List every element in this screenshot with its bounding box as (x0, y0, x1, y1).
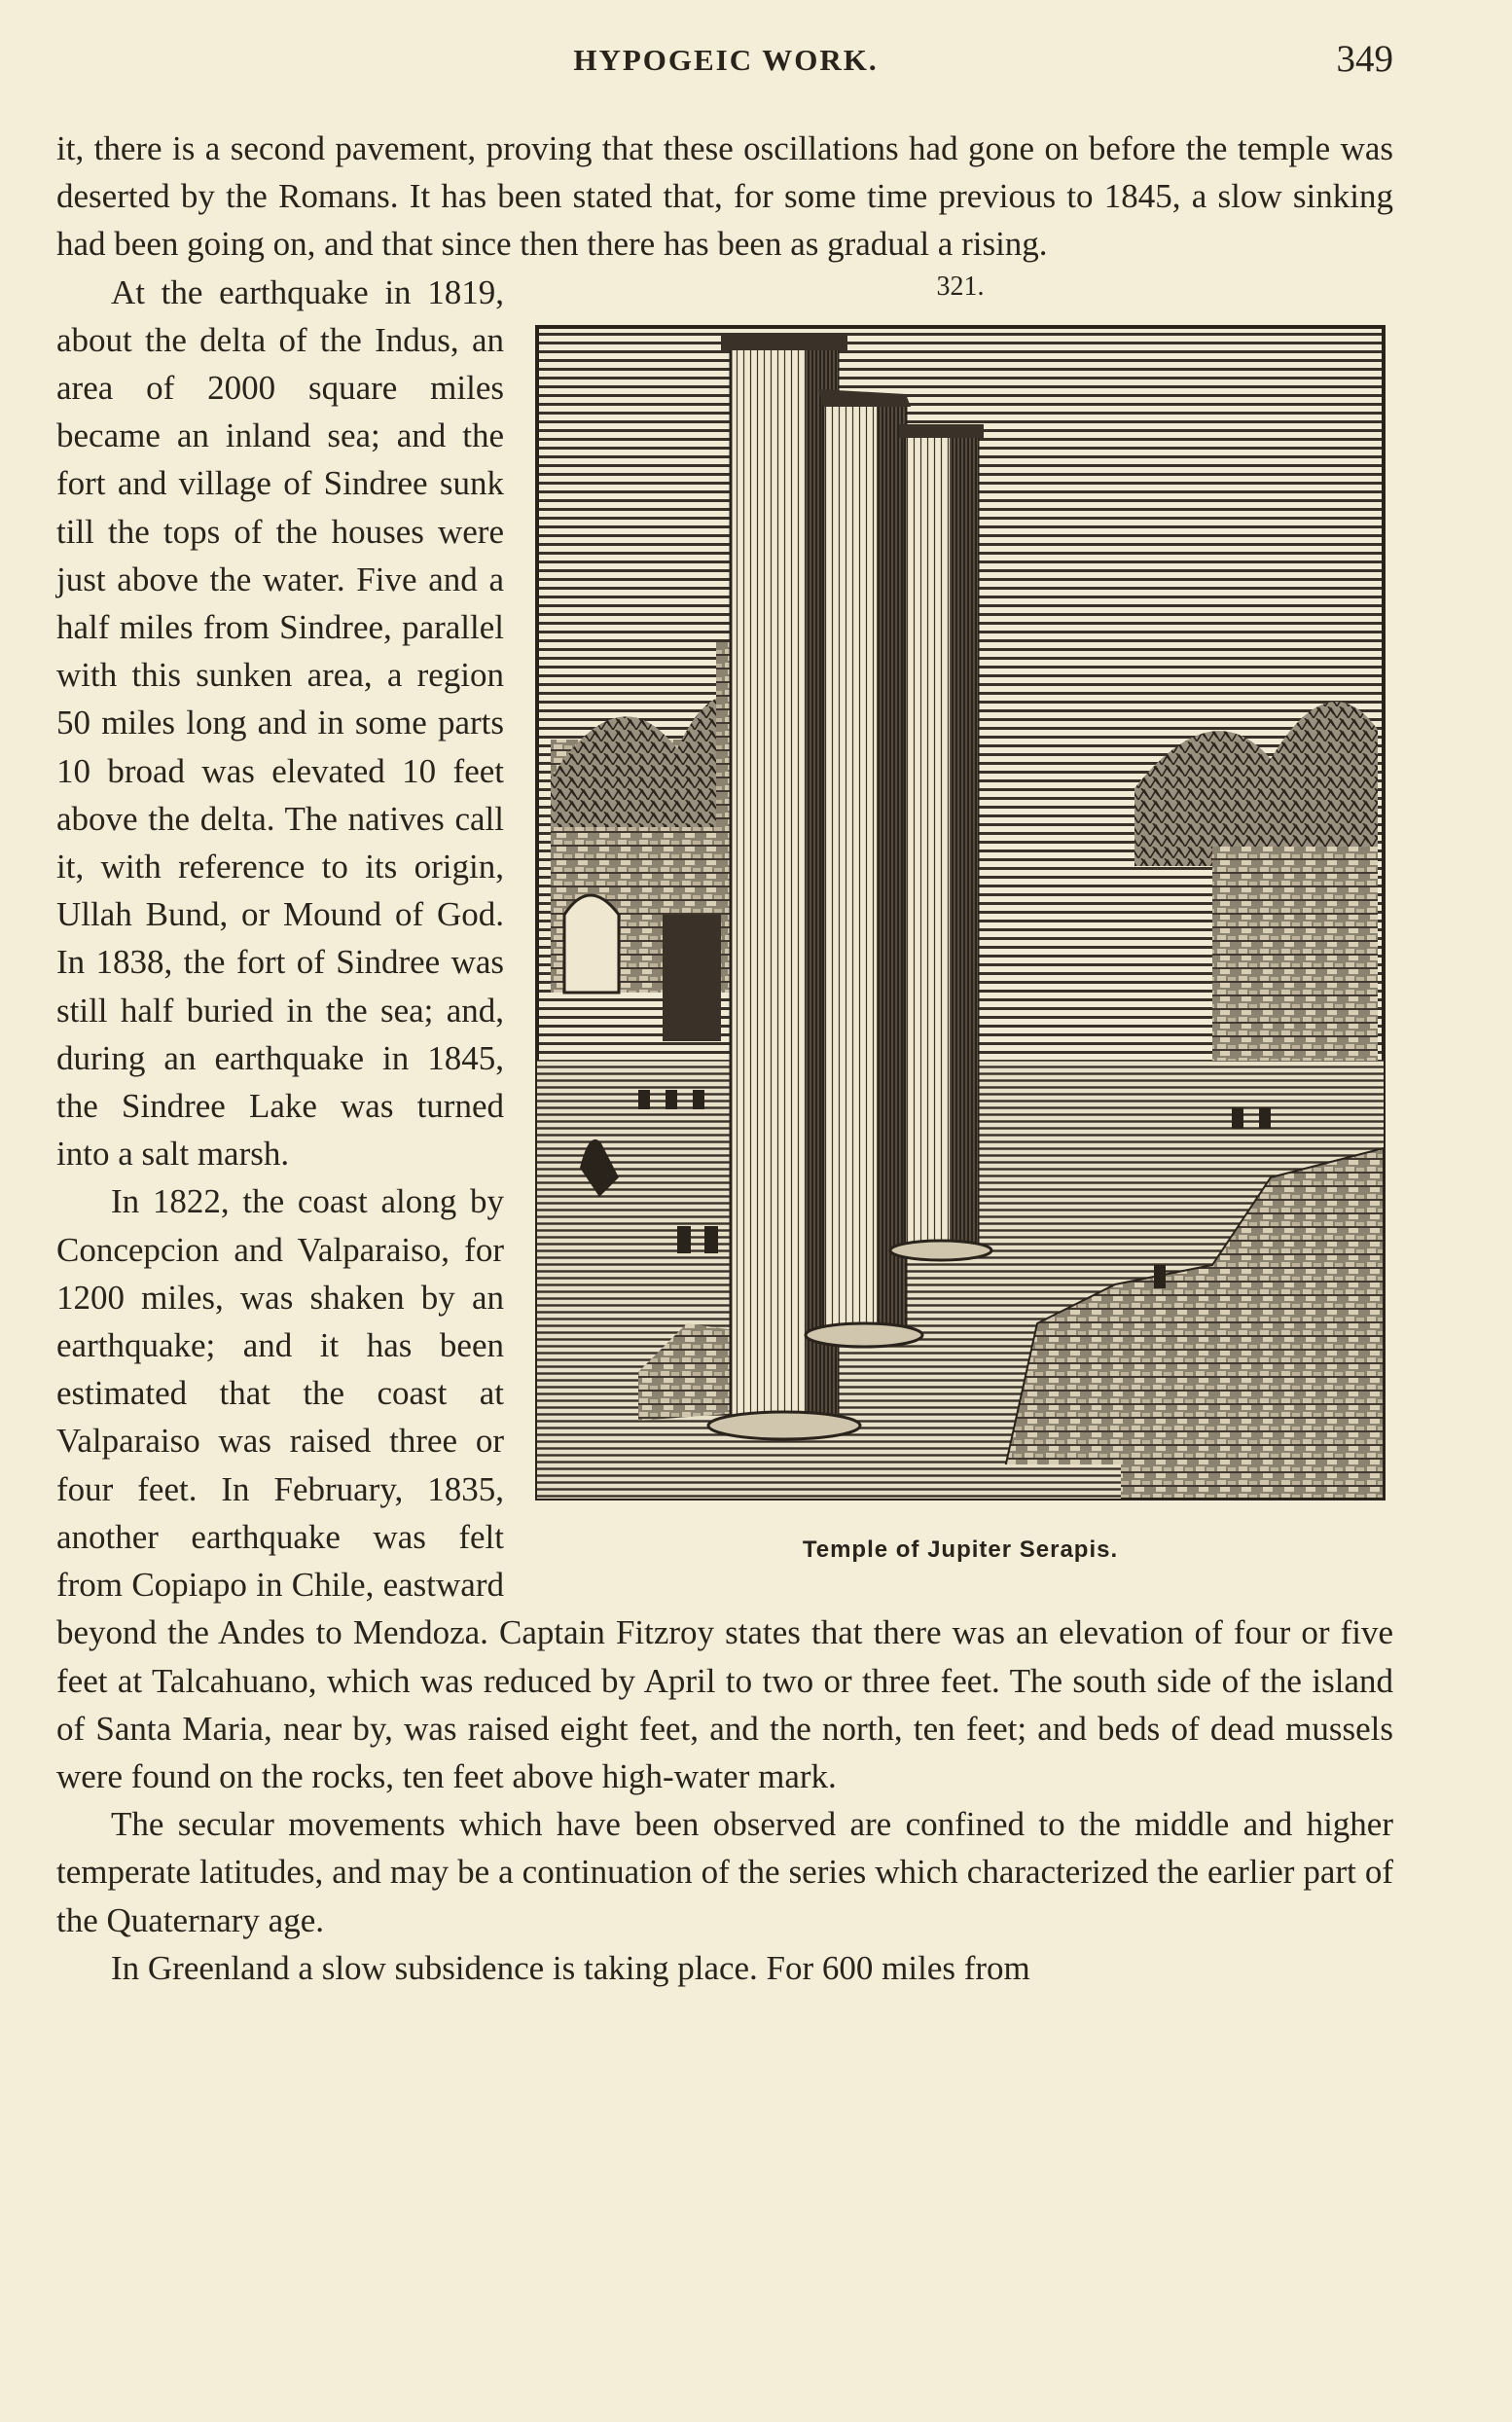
page-header (58, 37, 1393, 86)
paragraph-3: In 1822, the coast along by Concepcion and Valparaiso, for 1200 miles, was shaken by an earthquake; and it has been estimated that the coast at Valparaiso was raised three or four feet. In February, 1835, another earthquake was felt from Copiapo in Chile, eastward beyond the Andes to Mendoza. Captain Fitzroy states that there was an elevation of four or five feet at Talcahuano, which was reduced by April to two or three feet. The south side of the island of Santa Maria, near by, was raised eight feet, and the north, ten feet; and beds of dead mussels were found on the rocks, ten feet above high-water mark. (56, 1182, 1393, 1795)
figure-321 (527, 272, 1393, 1573)
body-text (56, 125, 1393, 1992)
page-number: 349 (1336, 38, 1393, 80)
paragraph-1: it, there is a second pavement, proving that these oscillations had gone on before the temple was deserted by the Romans. It has been stated that, for some time previous to 1845, a slow sinking had been going on, and that since then there has been as gradual a rising. (56, 129, 1393, 264)
paragraph-5: In Greenland a slow subsidence is taking place. For 600 miles from (111, 1948, 1030, 1987)
paragraph-4: The secular movements which have been observed are confined to the middle and higher temperate latitudes, and may be a continuation of the series which characterized the earlier part of the Quaternary age. (56, 1805, 1393, 1939)
running-head: HYPOGEIC WORK. (573, 43, 879, 77)
figure-caption: Temple of Jupiter Serapis. (802, 1536, 1119, 1563)
figure-number: 321. (936, 271, 985, 302)
temple-engraving-illustration (531, 321, 1389, 1504)
paragraph-2: At the earthquake in 1819, about the delta of the Indus, an area of 2000 square miles became an inland sea; and the fort and village of Sindree sunk till the tops of the houses were just above the water. Five and a half miles from Sindree, parallel with this sunken area, a region 50 miles long and in some parts 10 broad was elevated 10 feet above the delta. The natives call it, with reference to its origin, Ullah Bund, or Mound of God. In 1838, the fort of Sindree was still half buried in the sea; and, during an earthquake in 1845, the Sindree Lake was turned into a salt marsh. (56, 272, 504, 1174)
